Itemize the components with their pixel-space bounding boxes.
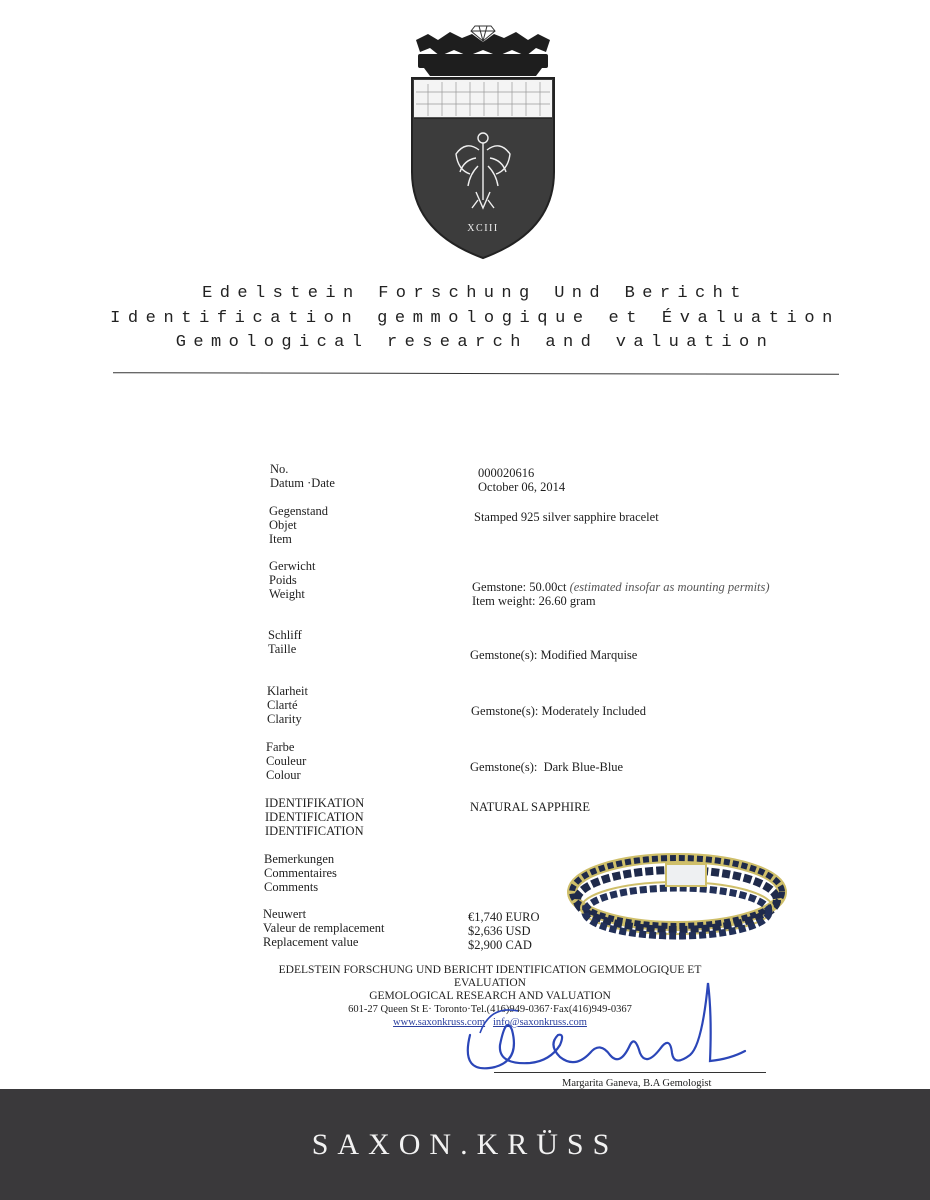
replacement-labels: Neuwert Valeur de remplacement Replacement value [263, 907, 385, 949]
brand-wordmark: SAXON.KRÜSS [311, 1128, 619, 1161]
heading-english: Gemological research and valuation [175, 333, 775, 352]
item-weight: Item weight: 26.60 gram [472, 594, 596, 608]
number-date-values [478, 466, 565, 494]
signature-line [494, 1072, 766, 1073]
identification-labels: IDENTIFIKATION IDENTIFICATION IDENTIFICATION [265, 796, 365, 838]
value-cad: $2,900 CAD [468, 938, 532, 952]
value-usd: $2,636 USD [468, 924, 531, 938]
weight-labels: Gerwicht Poids Weight [269, 559, 316, 601]
clarity-labels: Klarheit Clarté Clarity [267, 684, 308, 726]
crown-icon [416, 32, 550, 76]
cut-labels: Schliff Taille [268, 628, 302, 656]
certificate-number: 000020616 [478, 466, 535, 480]
footer-address: 601-27 Queen St E· Toronto·Tel.(416)949-0367·Fax(416)949-0367 [348, 1004, 632, 1015]
identification-value: NATURAL SAPPHIRE [470, 800, 591, 814]
header-divider [113, 372, 839, 375]
weight-values [472, 580, 770, 608]
gemstone-weight: Gemstone: 50.00ct [472, 580, 567, 594]
website-link[interactable]: www.saxonkruss.com [393, 1017, 486, 1028]
colour-labels: Farbe Couleur Colour [266, 740, 307, 782]
crest-numeral: XCIII [467, 223, 499, 234]
crest-logo [408, 22, 558, 262]
heading-german: Edelstein Forschung Und Bericht [202, 284, 748, 303]
footer-line-2: GEMOLOGICAL RESEARCH AND VALUATION [369, 990, 611, 1002]
gemstone-weight-note: (estimated insofar as mounting permits) [569, 580, 770, 594]
replacement-values [468, 910, 540, 952]
item-value: Stamped 925 silver sapphire bracelet [474, 510, 659, 524]
heading-french: Identification gemmologique et Évaluation [110, 309, 840, 328]
email-link[interactable]: info@saxonkruss.com [492, 1017, 587, 1028]
signer-name: Margarita Ganeva, B.A Gemologist [562, 1078, 712, 1089]
cut-value: Gemstone(s): Modified Marquise [470, 648, 638, 662]
certificate-date: October 06, 2014 [478, 480, 566, 494]
colour-value: Gemstone(s): Dark Blue-Blue [470, 760, 624, 774]
item-labels: Gegenstand Objet Item [269, 504, 329, 546]
bracelet-image [566, 850, 788, 940]
value-eur: €1,740 EURO [468, 910, 540, 924]
footer-line-1: EDELSTEIN FORSCHUNG UND BERICHT IDENTIFICATION GEMMOLOGIQUE ET EVALUATION [278, 964, 702, 989]
comments-labels: Bemerkungen Commentaires Comments [264, 852, 337, 894]
number-date-labels: No. Datum ·Date [270, 462, 335, 490]
clarity-value: Gemstone(s): Moderately Included [471, 704, 646, 718]
